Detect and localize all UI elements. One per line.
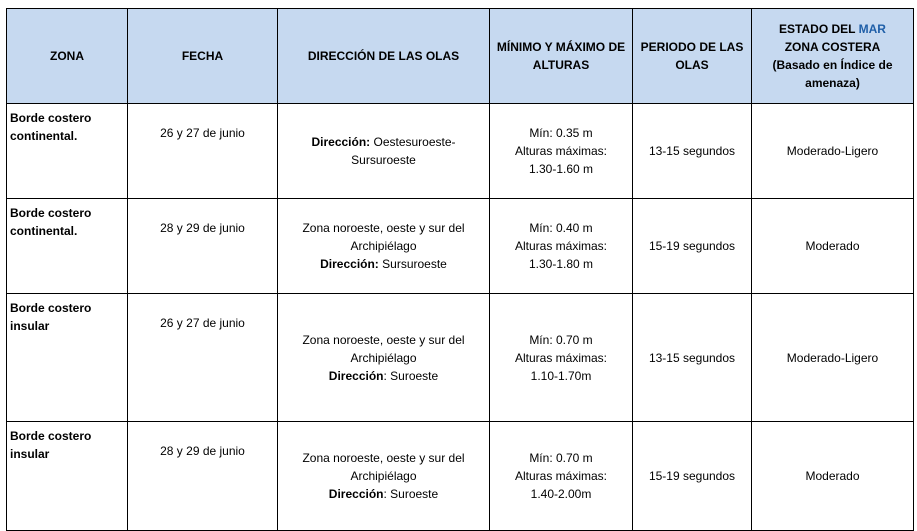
cell-zona: Borde costero continental. xyxy=(7,199,128,294)
altura-max-value: 1.10-1.70m xyxy=(530,368,592,383)
direccion-value: : Suroeste xyxy=(383,487,439,501)
cell-direccion xyxy=(278,294,490,422)
cell-estado: Moderado-Ligero xyxy=(752,294,914,422)
header-periodo: PERIODO DE LAS OLAS xyxy=(633,9,752,104)
direccion-zona-text: Zona noroeste, oeste y sur del Archipiélago xyxy=(302,451,465,483)
header-fecha: FECHA xyxy=(128,9,278,104)
altura-max-label: Alturas máximas: xyxy=(514,350,608,365)
altura-min: Mín: 0.40 m xyxy=(529,221,593,235)
cell-fecha: 26 y 27 de junio xyxy=(128,104,278,199)
cell-periodo: 13-15 segundos xyxy=(633,294,752,422)
cell-direccion xyxy=(278,199,490,294)
header-estado-mar: MAR xyxy=(858,22,886,36)
header-direccion: DIRECCIÓN DE LAS OLAS xyxy=(278,9,490,104)
direccion-value: : Suroeste xyxy=(383,368,439,383)
cell-estado: Moderado-Ligero xyxy=(752,104,914,199)
altura-max-value: 1.30-1.60 m xyxy=(528,162,594,176)
altura-min: Mín: 0.70 m xyxy=(529,332,593,347)
header-estado-line3: (Basado en Índice de amenaza) xyxy=(772,58,893,90)
cell-alturas xyxy=(490,422,633,531)
table-row xyxy=(7,294,914,422)
cell-fecha: 28 y 29 de junio xyxy=(128,422,278,531)
cell-estado: Moderado xyxy=(752,422,914,531)
table-row xyxy=(7,422,914,531)
cell-periodo: 15-19 segundos xyxy=(633,199,752,294)
cell-alturas xyxy=(490,104,633,199)
direccion-label: Dirección: xyxy=(320,257,379,271)
header-row xyxy=(7,9,914,104)
altura-min: Mín: 0.35 m xyxy=(529,126,593,140)
altura-max-label: Alturas máximas: xyxy=(514,144,608,158)
cell-fecha: 26 y 27 de junio xyxy=(128,294,278,422)
cell-zona: Borde costero insular xyxy=(7,294,128,422)
cell-fecha: 28 y 29 de junio xyxy=(128,199,278,294)
header-estado-pre: ESTADO DEL xyxy=(779,22,859,36)
cell-alturas xyxy=(490,199,633,294)
direccion-label: Dirección: xyxy=(311,135,371,149)
cell-direccion xyxy=(278,422,490,531)
direccion-label: Dirección xyxy=(328,487,384,501)
header-zona: ZONA xyxy=(7,9,128,104)
direccion-zona-text: Zona noroeste, oeste y sur del Archipiélago xyxy=(302,332,465,365)
cell-alturas xyxy=(490,294,633,422)
cell-zona: Borde costero insular xyxy=(7,422,128,531)
cell-periodo: 15-19 segundos xyxy=(633,422,752,531)
header-alturas: MÍNIMO Y MÁXIMO DE ALTURAS xyxy=(490,9,633,104)
direccion-value: Sursuroeste xyxy=(378,257,447,271)
altura-max-label: Alturas máximas: xyxy=(514,239,608,253)
wave-forecast-table xyxy=(6,8,914,531)
altura-max-label: Alturas máximas: xyxy=(514,469,608,483)
direccion-label: Dirección xyxy=(328,368,384,383)
direccion-value: Oestesuroeste-Sursuroeste xyxy=(351,135,456,167)
header-estado xyxy=(752,9,914,104)
direccion-zona-text: Zona noroeste, oeste y sur del Archipiélago xyxy=(302,221,465,253)
cell-zona: Borde costero continental. xyxy=(7,104,128,199)
cell-periodo: 13-15 segundos xyxy=(633,104,752,199)
cell-direccion xyxy=(278,104,490,199)
table-row xyxy=(7,104,914,199)
altura-min: Mín: 0.70 m xyxy=(529,451,593,465)
table-row xyxy=(7,199,914,294)
altura-max-value: 1.40-2.00m xyxy=(530,487,592,501)
cell-estado: Moderado xyxy=(752,199,914,294)
altura-max-value: 1.30-1.80 m xyxy=(528,257,594,271)
header-estado-line2: ZONA COSTERA xyxy=(784,40,881,54)
